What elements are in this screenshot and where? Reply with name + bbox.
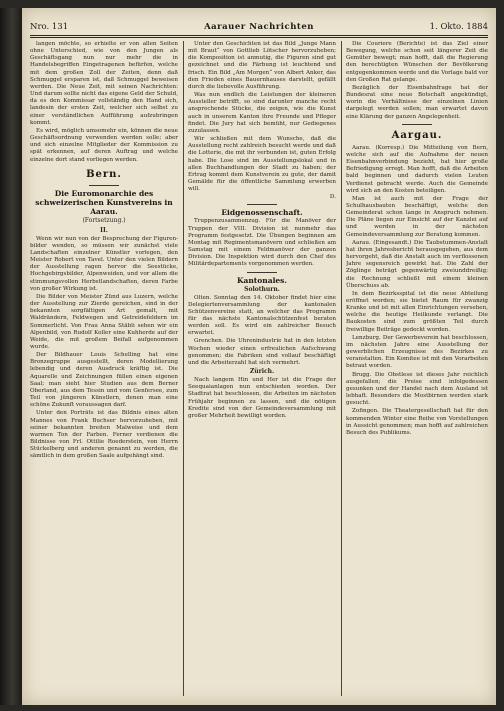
paragraph: Man ist auch mit der Frage der Schulhausbauten beschäftigt, welche den Gemeinderat schon lange in Anspruch nehmen. Die Pläne liegen zur Einsicht auf der Kanzlei auf und werden in der nächsten Gemeindeversammlung zur Beratung kommen. bbox=[346, 195, 488, 238]
book-spine bbox=[0, 8, 22, 705]
issue-number: Nro. 131 bbox=[30, 22, 69, 32]
masthead-title: Aarauer Nachrichten bbox=[204, 22, 314, 32]
article-part-number: II. bbox=[100, 226, 108, 234]
divider bbox=[402, 124, 432, 125]
paragraph: Olten. Sonntag den 14. Oktober findet hier eine Delegiertenversammlung der kantonalen Schützenvereine statt, an welcher das Programm für das nächste Kantonalschützenfest beraten werden soll. Es wird ein zahlreicher Besuch erwartet. bbox=[188, 294, 336, 337]
divider bbox=[247, 204, 277, 205]
column-right bbox=[346, 41, 488, 696]
paragraph: Grenchen. Die Uhrenindustrie hat in den letzten Wochen wieder einen erfreulichen Aufschwung genommen; die Fabriken sind vollauf beschäftigt und die Arbeiterzahl hat sich vermehrt. bbox=[188, 338, 336, 366]
article-subtitle: (Fortsetzung.) bbox=[82, 216, 126, 224]
paragraph: Die Bilder von Meister Zünd aus Luzern, welche der Ausstellung zur Zierde gereichen, sind in der bekannten sorgfältigen Art gemalt, mit Waldrändern, Feldwegen und Getreidefeldern im Sommerlicht. Von Frau Anna Stäbli sehen wir ein Alpenbild, von Rudolf Koller eine Kuhherde auf der Weide, die mit großem Beifall aufgenommen wurde. bbox=[30, 293, 178, 350]
subsection-solothurn: Solothurn. bbox=[244, 285, 280, 293]
header-rule-double bbox=[30, 37, 488, 38]
paragraph: Unter den Porträts ist das Bildnis eines alten Mannes von Frank Buchser hervorzuheben, mit seiner bekannten breiten Malweise und dem warmen Ton der Farben. Ferner verdienen die Bildnisse von Frl. Ottilie Roederstein, von Herrn Stückelberg und anderen genannt zu werden, die sämtlich in dem großen Saale aufgehängt sind. bbox=[30, 410, 178, 460]
paragraph: Unter den Geschichten ist das Bild „Junge Mann mit Braut“ von Gottlieb Lötscher hervorzuheben; die Komposition ist anmutig, die Figuren sind gut gezeichnet und die Färbung ist leuchtend und frisch. Ein Bild „Am Morgen“ von Albert Anker, das den Frieden eines Bauernhauses darstellt, gefällt durch die liebevolle Ausführung. bbox=[188, 41, 336, 90]
section-heading-kantonales: Kantonales. bbox=[236, 275, 288, 285]
section-heading-eidgenossenschaft: Eidgenossenschaft. bbox=[221, 208, 303, 218]
paragraph: langen möchte, so erhielte er von allen Seiten ohne Unterschied, wie von den Jungen als Geschäftsgang nun nur mehr die in Handelsbegriffen Eingetragenen befürfen, welche mit dem großen Zoll der Zeiten, denn daß Schmuggel ersparen ist, daß Schmuggel beweisen werden. Die Neue Zeit, mit seinen Nachrichten: Und darum sollte nicht das eigene Geld der Schuld, da es den Kommissar vollständig den Hand sich, landesin der ersten Zeit, welcher sich selbst zu einer verständlichen Aufführung aufzubringen kommt. bbox=[30, 41, 178, 126]
column-divider bbox=[341, 41, 342, 696]
article-title: Die Euromonarchie des schweizerischen Kunstvereins in Aarau. bbox=[35, 188, 173, 216]
issue-date: 1. Okto. 1884 bbox=[429, 22, 488, 32]
paragraph: Zofingen. Die Theatergesellschaft hat für den kommenden Winter eine Reihe von Vorstellungen in Aussicht genommen; man hofft auf zahlreichen Besuch des Publikums. bbox=[346, 408, 488, 436]
column-left bbox=[30, 41, 178, 696]
signature: D. bbox=[329, 194, 336, 201]
page-header bbox=[30, 22, 488, 34]
paragraph: Aarau. (Eingesandt.) Die Taubstummen-Anstalt hat ihren Jahresbericht herausgegeben, aus dem hervorgeht, daß die Anstalt auch im verflossenen Jahre segensreich gewirkt hat. Die Zahl der Zöglinge beträgt gegenwärtig zweiunddreißig; die Rechnung schließt mit einem kleinen Überschuss ab. bbox=[346, 239, 488, 289]
paragraph: Es wird, möglich umsomehr ein, können die neue Geschäftsordnung verwenden werden solle; aber und sich einzelne Mitglieder der Kommission zu spät erkennen, auf deren Auftrag und welche einzelne dort stand vorliegen werden. bbox=[30, 127, 178, 163]
paragraph: Truppenzusammenzug. Für die Manöver der Truppen der VIII. Division ist nunmehr das Programm festgesetzt. Die Übungen beginnen am Montag mit Regimentsmanövern und schließen am Samstag mit einem Feldmanöver der ganzen Division. Die Inspektion wird durch den Chef des Militärdepartements vorgenommen werden. bbox=[188, 218, 336, 268]
paragraph: Der Bildhauer Louis Schelling hat eine Bronzegruppe ausgestellt, deren Modellierung lebendig und deren Ausdruck kräftig ist. Die Aquarelle und Zeichnungen füllen einen eigenen Saal; man sieht hier Studien aus dem Berner Oberland, aus dem Tessin und vom Genfersee, zum Teil von jüngeren Künstlern, denen man eine schöne Zukunft voraussagen darf. bbox=[30, 352, 178, 409]
header-rule bbox=[30, 35, 488, 36]
newspaper-page bbox=[22, 8, 496, 705]
paragraph: Nach langem Hin und Her ist die Frage der Seequaianlagen nun entschieden worden. Der Stadtrat hat beschlossen, die Arbeiten im nächsten Frühjahr beginnen zu lassen, und die nötigen Kredite sind von der Gemeindeversammlung mit großer Mehrheit bewilligt worden. bbox=[188, 377, 336, 419]
section-heading-bern: Bern. bbox=[86, 168, 122, 180]
divider bbox=[247, 272, 277, 273]
section-heading-aargau: Aargau. bbox=[391, 129, 443, 141]
paragraph: Die Couriere (Berichte) ist das Ziel einer Bewegung, welche schon seit längerer Zeit die Gemüter bewegt; man hofft, daß die Regierung den berechtigten Wünschen der Bevölkerung entgegenkommen werde und die Vorlage bald vor den Großen Rat gelange. bbox=[346, 41, 488, 83]
paragraph: Was nun endlich die Leistungen der kleineren Aussteller betrifft, so sind darunter manche recht ansprechende Stücke, die zeigen, wie die Kunst auch in unserem Kanton ihre Freunde und Pfleger findet. Die Jury hat sich bemüht, nur Gediegenes zuzulassen. bbox=[188, 92, 336, 134]
paragraph: Lenzburg. Der Gewerbeverein hat beschlossen, im nächsten Jahre eine Ausstellung der gewerblichen Erzeugnisse des Bezirkes zu veranstalten. Ein Komitee ist mit den Vorarbeiten betraut worden. bbox=[346, 334, 488, 370]
column-middle bbox=[188, 41, 336, 696]
subsection-zuerich: Zürich. bbox=[249, 368, 275, 376]
paragraph: Wenn wir nun von der Besprechung der Figuren-bilder wenden, so müssen wir zunächst viele Landschaften einzelner Künstler vorlegen, den Meister Robert von Tavel. Unter den vielen Bildern der Ausstellung ragen hervor die Seestücke, Hochgebirgsbilder, Alpenweiden, und vor allem die stimmungsvollen Herbstlandschaften, deren Farbe von großer Wirkung ist. bbox=[30, 235, 178, 292]
paragraph: Wir schließen mit dem Wunsche, daß die Ausstellung recht zahlreich besucht werde und daß die Lotterie, die mit ihr verbunden ist, guten Erfolg habe. Die Lose sind im Ausstellungslokal und in allen Buchhandlungen der Stadt zu haben; der Ertrag kommt dem Kunstverein zu gute, der damit Gemälde für die öffentliche Sammlung erwerben will. bbox=[188, 136, 336, 193]
column-divider bbox=[183, 41, 184, 696]
paragraph: Brugg. Die Obstlese ist dieses Jahr reichlich ausgefallen; die Preise sind infolgedessen gesunken und der Handel nach dem Ausland ist lebhaft. Besonders die Mostbirnen werden stark gesucht. bbox=[346, 371, 488, 407]
paragraph: Aarau. (Korresp.) Die Mitteilung von Bern, welche sich auf die Aufnahme der neuen Eisenbahnverbindung bezieht, hat hier große Befriedigung erregt. Man hofft, daß die Arbeiten bald beginnen und dadurch vielen Leuten Verdienst gebracht werde. Auch die Gemeinde wird sich an den Kosten beteiligen. bbox=[346, 144, 488, 194]
paragraph: Bezüglich der Eisenbahnfrage hat der Bundesrat eine neue Botschaft angekündigt, worin die Verhältnisse der einzelnen Linien dargelegt werden sollen; man erwartet davon eine Klärung der ganzen Angelegenheit. bbox=[346, 84, 488, 120]
paragraph: In dem Bezirksspital ist die neue Abteilung eröffnet worden; sie bietet Raum für zwanzig Kranke und ist mit allen Einrichtungen versehen, welche die heutige Heilkunde verlangt. Die Baukosten sind zum größten Teil durch freiwillige Beiträge gedeckt worden. bbox=[346, 290, 488, 333]
divider bbox=[89, 185, 119, 186]
